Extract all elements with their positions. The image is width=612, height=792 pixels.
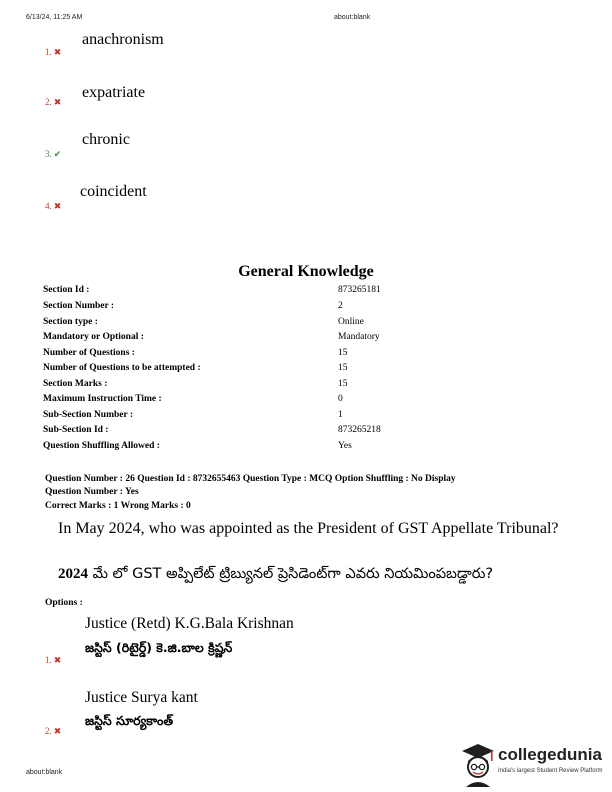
subsection-id-label: Sub-Section Id : <box>43 425 109 435</box>
section-type-value: Online <box>338 317 364 327</box>
mandatory-label: Mandatory or Optional : <box>43 332 144 342</box>
section-number-value: 2 <box>338 301 343 311</box>
question-telugu-body: మే లో GST అప్పిలేట్ ట్రిబ్యునల్ ప్రెసిడెంట్‌గా ఎవరు నియమింపబడ్డారు? <box>88 566 494 582</box>
section-marks-label: Section Marks : <box>43 379 108 389</box>
question-text-telugu <box>58 566 493 586</box>
instruction-time-label: Maximum Instruction Time : <box>43 394 162 404</box>
answer-option-2-english: Justice Surya kant <box>85 689 198 706</box>
answer-option-1-number: 1. ✖ <box>45 655 62 665</box>
num-questions-value: 15 <box>338 348 348 358</box>
cross-icon: ✖ <box>53 201 62 211</box>
cross-icon: ✖ <box>53 726 62 736</box>
logo-name: collegedunia <box>498 745 602 764</box>
question-meta-line1: Question Number : 26 Question Id : 8732655463 Question Type : MCQ Option Shuffling : No Display <box>45 474 456 484</box>
shuffling-label: Question Shuffling Allowed : <box>43 441 160 451</box>
question-text-english: In May 2024, who was appointed as the President of GST Appellate Tribunal? <box>58 520 559 537</box>
graduate-avatar-icon <box>458 741 498 787</box>
prev-option-3-number: 3. ✔ <box>45 149 62 159</box>
cross-icon: ✖ <box>53 47 62 57</box>
shuffling-value: Yes <box>338 441 352 451</box>
cross-icon: ✖ <box>53 655 62 665</box>
section-id-label: Section Id : <box>43 285 90 295</box>
prev-option-1-number: 1. ✖ <box>45 47 62 57</box>
num-attempted-label: Number of Questions to be attempted : <box>43 363 201 373</box>
question-meta-line2: Question Number : Yes <box>45 487 139 497</box>
prev-option-3-text: chronic <box>82 131 130 148</box>
section-type-label: Section type : <box>43 317 98 327</box>
prev-option-1-text: anachronism <box>82 31 164 48</box>
section-title: General Knowledge <box>238 263 374 280</box>
cross-icon: ✖ <box>53 97 62 107</box>
footer-url: about:blank <box>26 769 63 776</box>
answer-option-2-telugu: జస్టిస్ సూర్యకాంత్ <box>85 713 174 728</box>
subsection-number-label: Sub-Section Number : <box>43 410 134 420</box>
instruction-time-value: 0 <box>338 394 343 404</box>
subsection-id-value: 873265218 <box>338 425 381 435</box>
mandatory-value: Mandatory <box>338 332 380 342</box>
prev-option-4-text: coincident <box>80 183 147 200</box>
logo-tagline: India's largest Student Review Platform <box>498 768 603 774</box>
subsection-number-value: 1 <box>338 410 343 420</box>
prev-option-2-number: 2. ✖ <box>45 97 62 107</box>
prev-option-2-text: expatriate <box>82 84 146 101</box>
section-id-value: 873265181 <box>338 285 381 295</box>
answer-option-2-number: 2. ✖ <box>45 726 62 736</box>
check-icon: ✔ <box>53 149 62 159</box>
answer-option-1-english: Justice (Retd) K.G.Bala Krishnan <box>85 615 294 632</box>
answer-option-1-telugu: జస్టిస్ (రిటైర్డ్) కె.జి.బాల క్రిష్ణన్ <box>85 640 233 655</box>
section-marks-value: 15 <box>338 379 348 389</box>
print-datetime: 6/13/24, 11:25 AM <box>26 14 83 21</box>
section-number-label: Section Number : <box>43 301 115 311</box>
num-attempted-value: 15 <box>338 363 348 373</box>
print-url: about:blank <box>334 14 371 21</box>
question-telugu-year: 2024 <box>58 566 88 582</box>
prev-option-4-number: 4. ✖ <box>45 201 62 211</box>
num-questions-label: Number of Questions : <box>43 348 135 358</box>
question-meta-line3: Correct Marks : 1 Wrong Marks : 0 <box>45 501 191 511</box>
options-label: Options : <box>45 598 83 608</box>
collegedunia-logo <box>458 741 608 789</box>
